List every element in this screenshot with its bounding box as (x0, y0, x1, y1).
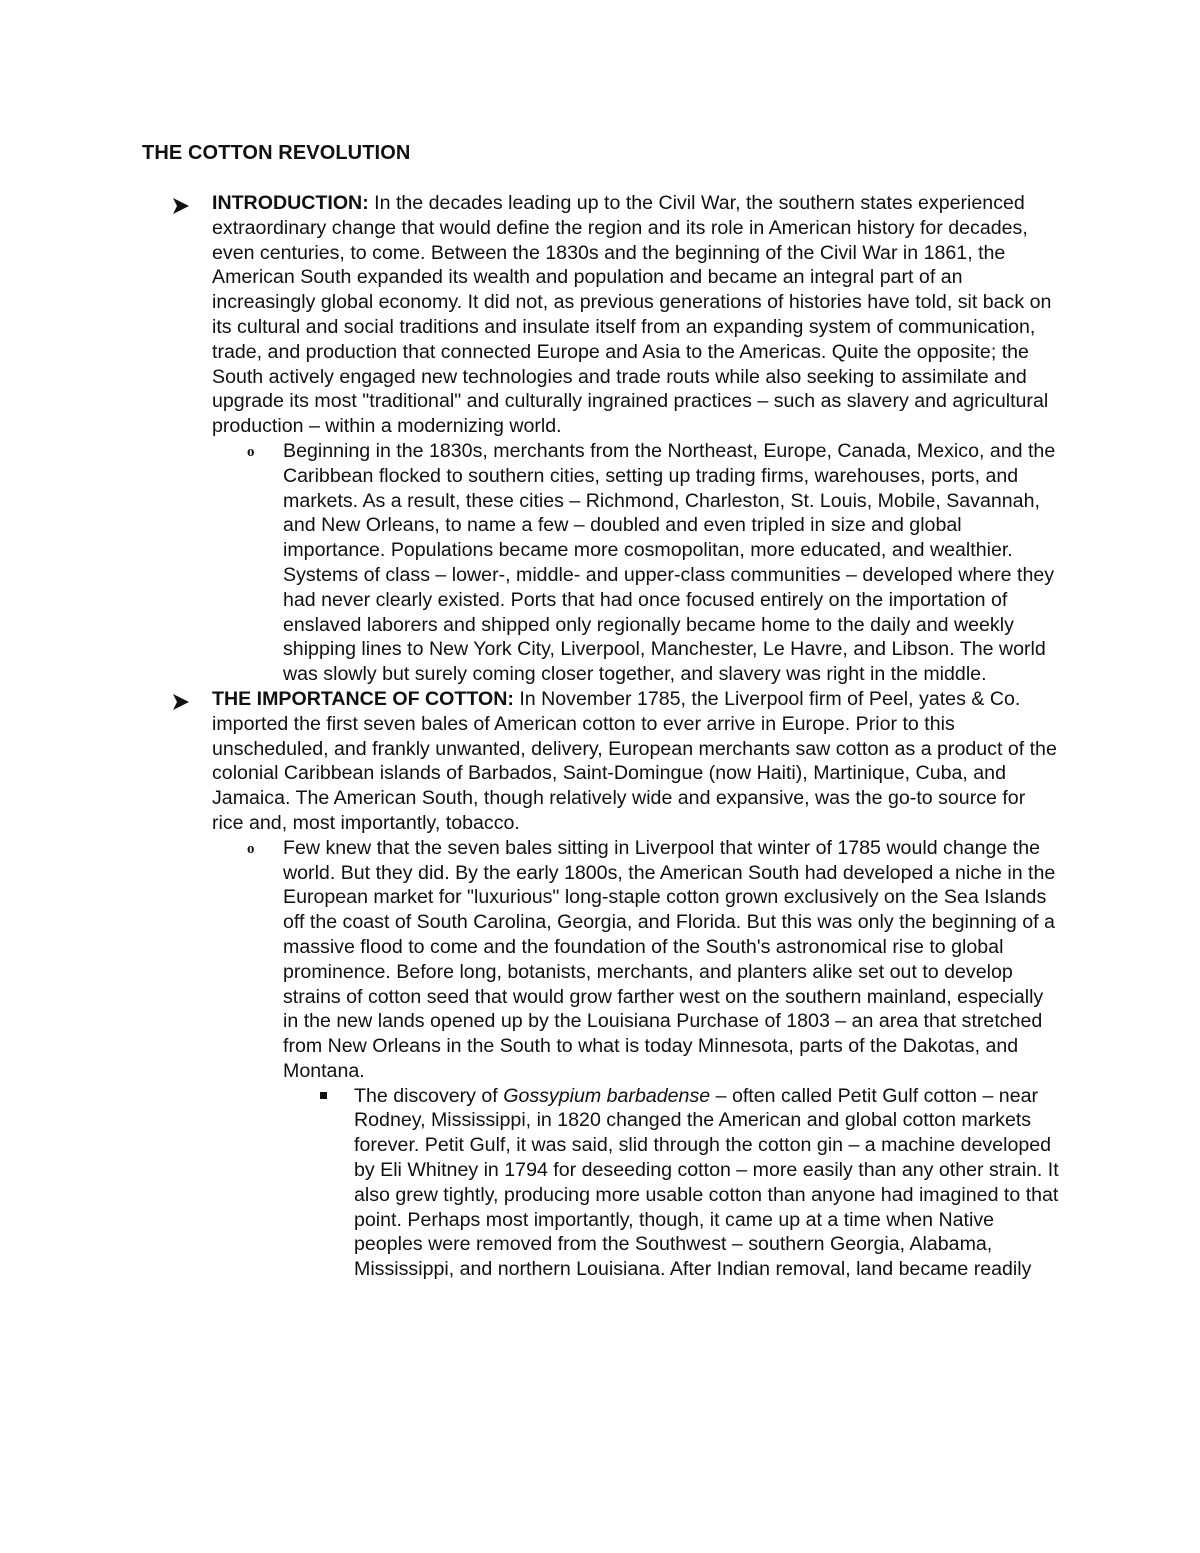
bullet-petit-gulf (0, 1084, 1064, 1282)
circle-bullet-icon: o (247, 840, 255, 857)
bullet-importance-of-cotton (0, 687, 1062, 836)
bullet-introduction (0, 191, 1062, 439)
species-name: Gossypium barbadense (503, 1084, 711, 1107)
introduction-heading: INTRODUCTION: (212, 192, 369, 214)
introduction-text: In the decades leading up to the Civil War, the southern states experienced extraordinary change that would define the region and its role in American history for decades, even centuries, to come. Between the 1830s and the beginning of the Civil War in 1861, the American South expanded its wealth and population and became an integral part of an increasingly global economy. It did not, as previous generations of histories have told, sit back on its cultural and social traditions and insulate itself from an expanding system of communication, trade, and production that connected Europe and Asia to the Americas. Quite the opposite; the South actively engaged new technologies and trade routs while also seeking to assimilate and upgrade its most "traditional" and culturally ingrained practices – such as slavery and agricultural production – within a modernizing world. (212, 192, 1052, 438)
bullet-southern-cities (0, 439, 1063, 687)
petit-gulf-text-post: – often called Petit Gulf cotton – near Rodney, Mississippi, in 1820 changed the American and global cotton markets forever. Petit Gulf, it was said, slid through the cotton gin – a machine developed by Eli Whitney in 1794 for deseeding cotton – more easily than any other strain. It also grew tightly, producing more usable cotton than anyone had imagined to that point. Perhaps most importantly, though, it came up at a time when Native peoples were removed from the Southwest – southern Georgia, Alabama, Mississippi, and northern Louisiana. After Indian removal, land became readily (354, 1084, 1059, 1281)
importance-heading: THE IMPORTANCE OF COTTON: (212, 687, 514, 710)
importance-text: In November 1785, the Liverpool firm of Peel, yates & Co. imported the first seven bales of American cotton to ever arrive in Europe. Prior to this unscheduled, and frankly unwanted, delivery, European merchants saw cotton as a product of the colonial Caribbean islands of Barbados, Saint-Domingue (now Haiti), Martinique, Cuba, and Jamaica. The American South, though relatively wide and expansive, was the go-to source for rice and, most importantly, tobacco. (212, 687, 1057, 834)
square-bullet-icon (320, 1092, 327, 1099)
circle-bullet-icon: o (247, 443, 255, 460)
petit-gulf-text-pre: The discovery of (354, 1084, 504, 1107)
seven-bales-text: Few knew that the seven bales sitting in Liverpool that winter of 1785 would change the world. But they did. By the early 1800s, the American South had developed a niche in the European market for "luxurious" long-staple cotton grown exclusively on the Sea Islands off the coast of South Carolina, Georgia, and Florida. But this was only the beginning of a massive flood to come and the foundation of the South's astronomical rise to global prominence. Before long, botanists, merchants, and planters alike set out to develop strains of cotton seed that would grow farther west on the southern mainland, especially in the new lands opened up by the Louisiana Purchase of 1803 – an area that stretched from New Orleans in the South to what is today Minnesota, parts of the Dakotas, and Montana. (283, 836, 1056, 1082)
southern-cities-text: Beginning in the 1830s, merchants from the Northeast, Europe, Canada, Mexico, and the Caribbean flocked to southern cities, setting up trading firms, warehouses, ports, and markets. As a result, these cities – Richmond, Charleston, St. Louis, Mobile, Savannah, and New Orleans, to name a few – doubled and even tripled in size and global importance. Populations became more cosmopolitan, more educated, and wealthier. Systems of class – lower-, middle- and upper-class communities – developed where they had never clearly existed. Ports that had once focused entirely on the importation of enslaved laborers and shipped only regionally became home to the daily and weekly shipping lines to New York City, Liverpool, Manchester, Le Havre, and Libson. The world was slowly but surely coming closer together, and slavery was right in the middle. (283, 439, 1056, 686)
document-body (0, 191, 1200, 1282)
arrowhead-bullet-icon (172, 196, 190, 212)
document-title: THE COTTON REVOLUTION (142, 142, 411, 164)
bullet-seven-bales (0, 836, 1063, 1084)
arrowhead-bullet-icon (172, 692, 190, 708)
